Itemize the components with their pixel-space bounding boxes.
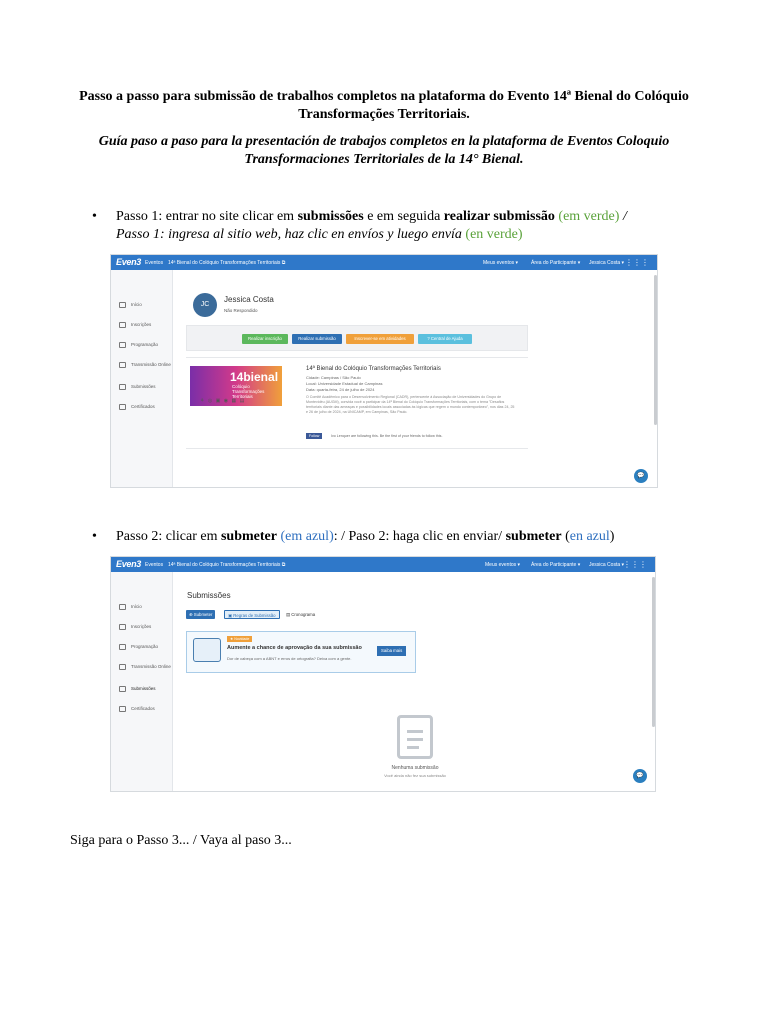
activities-button[interactable]: Inscrever-se em atividades <box>346 334 414 344</box>
sidebar-item-programacao[interactable]: Programação <box>119 644 158 650</box>
event-link[interactable]: 14ª Bienal do Colóquio Transformações Territoriais ⧉ <box>168 562 286 568</box>
user-status: Não Respondido <box>224 308 258 313</box>
sidebar-item-programacao[interactable]: Programação <box>119 342 158 348</box>
promo-illustration-icon <box>193 638 221 662</box>
user-name: Jessica Costa <box>224 295 274 304</box>
sidebar-item-transmissao[interactable]: Transmissão Online <box>119 362 171 368</box>
calendar-icon <box>119 342 126 348</box>
certificate-icon <box>119 706 126 712</box>
sidebar-item-inicio[interactable]: Início <box>119 302 142 308</box>
even3-logo[interactable]: Even3 <box>116 559 142 569</box>
step-1 <box>92 208 712 248</box>
home-icon <box>119 302 126 308</box>
play-icon <box>119 664 126 670</box>
page-title: Submissões <box>187 591 231 600</box>
documents-icon <box>119 686 126 692</box>
scrollbar[interactable] <box>654 275 657 425</box>
sidebar <box>111 270 173 487</box>
menu-my-events[interactable]: Meus eventos ▾ <box>483 260 519 266</box>
sidebar-item-submissoes[interactable]: Submissões <box>119 686 156 692</box>
home-icon <box>119 604 126 610</box>
promo-title: Aumente a chance de aprovação da sua submissão <box>227 645 362 651</box>
learn-more-button[interactable]: Saiba mais <box>377 646 406 656</box>
action-bar <box>186 325 528 351</box>
sidebar-item-inscricoes[interactable]: Inscrições <box>119 322 151 328</box>
step-1-green-note: (em verde) <box>554 209 620 224</box>
step-1-bold-realizar: realizar submissão <box>443 209 555 224</box>
next-step-text: Siga para o Passo 3... / Vaya al paso 3... <box>70 833 292 848</box>
sidebar-item-certificados[interactable]: Certificados <box>119 706 155 712</box>
step-1-bold-submissoes: submissões <box>297 209 364 224</box>
step-2-bold-submeter-es: submeter <box>505 529 562 544</box>
step-2-bold-submeter: submeter <box>220 529 277 544</box>
step-2 <box>92 528 712 548</box>
top-navbar: Even3 Eventos 14ª Bienal do Colóquio Transformações Territoriais ⧉ Meus eventos ▾ Área do Participante ▾ Jessica Costa ▾ ⋮⋮⋮ <box>111 557 655 572</box>
screenshot-submissions-page <box>110 556 656 792</box>
event-city: Cidade: Campinas / São Paulo <box>306 375 361 380</box>
event-title: 14ª Bienal do Colóquio Transformações Territoriais <box>306 366 441 372</box>
sidebar-item-certificados[interactable]: Certificados <box>119 404 155 410</box>
help-center-button[interactable]: ? Central de Ajuda <box>418 334 472 344</box>
menu-my-events[interactable]: Meus eventos ▾ <box>485 562 521 568</box>
step-1-spanish: Passo 1: ingresa al sitio web, haz clic en envíos y luego envía <box>116 227 462 242</box>
chat-icon[interactable]: 💬 <box>634 469 648 483</box>
step-2-blue-note: (em azul) <box>276 529 334 544</box>
empty-state-subtitle: Você ainda não fez sua submissão <box>384 773 446 778</box>
event-description: O Comitê Acadêmico para o Desenvolvimento Regional (CADR), pertencente à Associação de Universidades do Grupo de Montevidéu (AUGM), convida você a participar da 14ª Bienal do Colóquio Transformações Territoriais, com o tema "Desafios territoriais diante das ameaças e possibilidades locais associadas às lógicas que regem o mundo contemporâneo", nos dias 24, 25 e 26 de julho de 2024, na UNICAMP, em Campinas, São Paulo. <box>306 395 515 414</box>
ticket-icon <box>119 624 126 630</box>
promo-description: Dor de cabeça com a ABNT e erros de ortografia? Deixa com a gente. <box>227 656 352 661</box>
sponsor-logos: ⚘ ◎ ▣ ◉ ▦ ▤ <box>200 398 246 404</box>
promo-banner <box>186 631 416 673</box>
step-2-blue-note-es: en azul <box>569 529 610 544</box>
new-badge: ★ Novidade <box>227 636 252 642</box>
top-navbar: Even3 Eventos 14ª Bienal do Colóquio Transformações Territoriais ⧉ Meus eventos ▾ Área do Participante ▾ Jessica Costa ▾ ⋮⋮⋮ <box>111 255 657 270</box>
event-link[interactable]: 14ª Bienal do Colóquio Transformações Territoriais ⧉ <box>168 260 286 266</box>
facebook-follow-text: Ivo Lenquer are following this. Be the first of your friends to follow this. <box>331 434 443 438</box>
ticket-icon <box>119 322 126 328</box>
step-1-green-note-es: (en verde) <box>461 227 523 242</box>
menu-user[interactable]: Jessica Costa ▾ <box>589 260 625 266</box>
empty-state-title: Nenhuma submissão <box>391 765 439 771</box>
event-card <box>186 357 528 449</box>
event-local: Local: Universidade Estadual de Campinas <box>306 381 383 386</box>
tab-submeter[interactable]: ⊕ Submeter <box>186 610 215 619</box>
step-2-text: Passo 2: clicar em submeter (em azul): / Paso 2: haga clic en enviar/ submeter (en azul) <box>116 529 615 544</box>
sidebar-item-transmissao[interactable]: Transmissão Online <box>119 664 171 670</box>
sidebar-item-inscricoes[interactable]: Inscrições <box>119 624 151 630</box>
chat-icon[interactable]: 💬 <box>633 769 647 783</box>
document-title-es: Guía paso a paso para la presentación de trabajos completos en la plataforma de Eventos Coloquio Transformaciones Territoriales de la 14° Bienal. <box>98 134 670 167</box>
sidebar-item-inicio[interactable]: Início <box>119 604 142 610</box>
menu-participant-area[interactable]: Área do Participante ▾ <box>531 562 581 568</box>
certificate-icon <box>119 404 126 410</box>
empty-document-icon <box>397 715 433 759</box>
screenshot-event-page <box>110 254 658 488</box>
tab-regras[interactable]: ▣ Regras de Submissão <box>224 610 280 619</box>
sidebar <box>111 572 173 791</box>
register-button[interactable]: Realizar inscrição <box>242 334 288 344</box>
documents-icon <box>119 384 126 390</box>
document-title-pt: Passo a passo para submissão de trabalhos completos na plataforma do Evento 14ª Bienal do Colóquio Transformações Territoriais. <box>79 89 689 122</box>
apps-grid-icon[interactable]: ⋮⋮⋮ <box>625 258 649 267</box>
play-icon <box>119 362 126 368</box>
event-date: Data: quarta-feira, 24 de julho de 2024 <box>306 387 375 392</box>
scrollbar[interactable] <box>652 577 655 727</box>
even3-logo[interactable]: Even3 <box>116 257 142 267</box>
tab-cronograma[interactable]: ▤ Cronograma <box>286 612 316 617</box>
bullet-icon: • <box>92 209 97 224</box>
avatar: JC <box>193 293 217 317</box>
submit-work-button[interactable]: Realizar submissão <box>292 334 342 344</box>
facebook-follow-button[interactable]: Follow <box>306 433 322 439</box>
step-1-text: Passo 1: entrar no site clicar em submissões e em seguida realizar submissão (em verde) / Passo 1: ingresa al sitio web, haz clic en envíos y luego envía (en verde) <box>116 209 627 242</box>
menu-user[interactable]: Jessica Costa ▾ <box>589 562 625 568</box>
sidebar-item-submissoes[interactable]: Submissões <box>119 384 156 390</box>
menu-participant-area[interactable]: Área do Participante ▾ <box>531 260 581 266</box>
bullet-icon: • <box>92 529 97 544</box>
apps-grid-icon[interactable]: ⋮⋮⋮ <box>623 560 647 569</box>
calendar-icon <box>119 644 126 650</box>
event-poster: 14bienal Colóquio Transformações Territoriais <box>190 366 282 406</box>
